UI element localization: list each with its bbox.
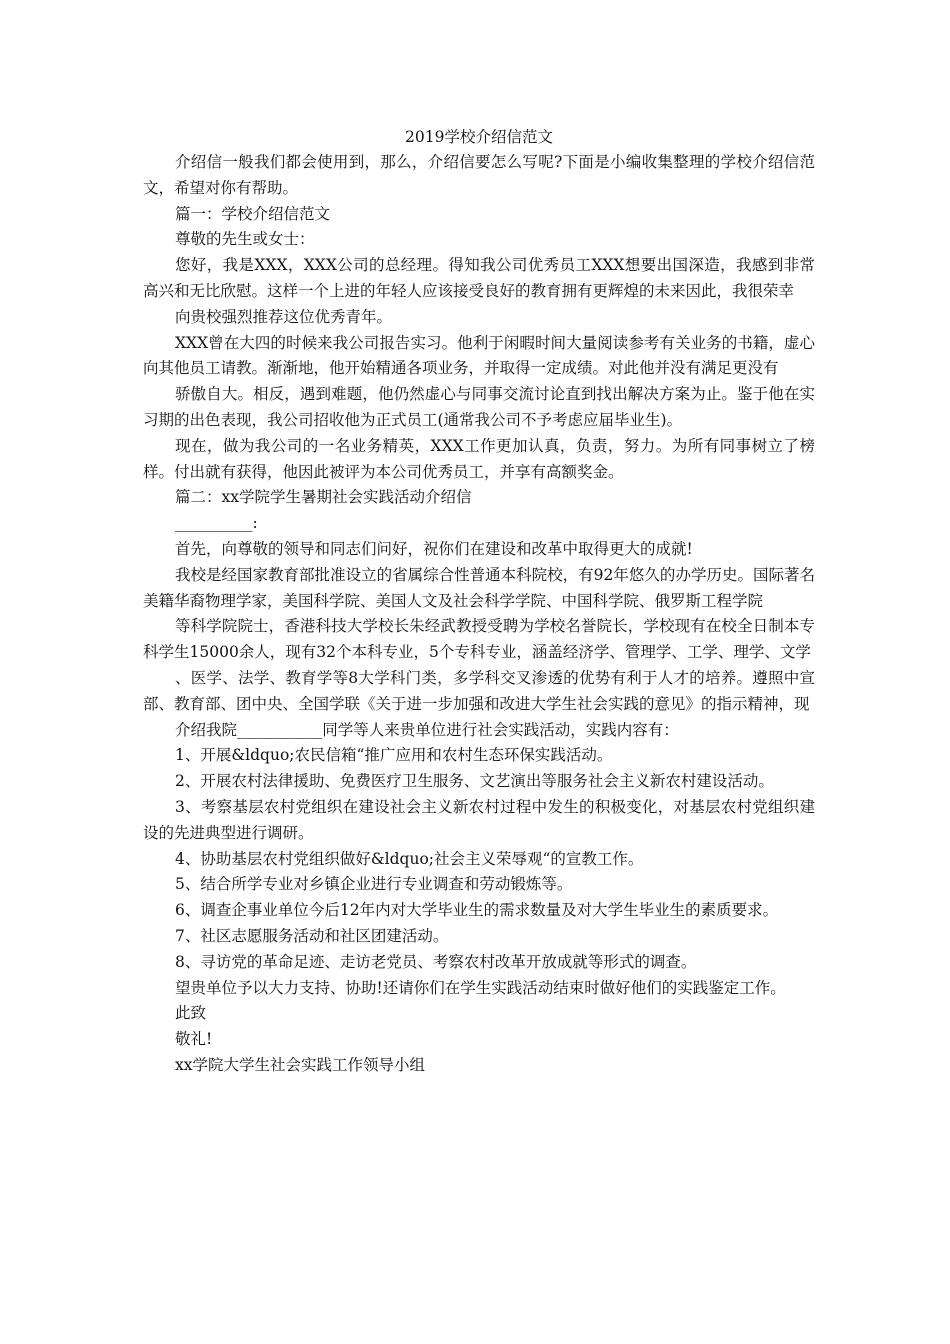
section-heading-1: 篇一：学校介绍信范文 (175, 204, 331, 223)
body-paragraph: XXX曾在大四的时候来我公司报告实习。他利于闲暇时间大量阅读参考有关业务的书籍，虚心向其他员工请教。渐渐地，他开始精通各项业务，并取得一定成绩。对此他并没有满足更没有 (143, 333, 815, 378)
list-item: 5、结合所学专业对乡镇企业进行专业调查和劳动锻炼等。 (175, 875, 573, 894)
body-paragraph: 您好，我是XXX，XXX公司的总经理。得知我公司优秀员工XXX想要出国深造，我感到非常高兴和无比欣慰。这样一个上进的年轻人应该接受良好的教育拥有更辉煌的未来因此，我很荣幸 (143, 256, 815, 300)
document-title: 2019学校介绍信范文 (405, 128, 553, 146)
list-item: 2、开展农村法律援助、免费医疗卫生服务、文艺演出等服务社会主义新农村建设活动。 (175, 772, 774, 791)
list-item: 3、考察基层农村党组织在建设社会主义新农村过程中发生的积极变化，对基层农村党组织建设的先进典型进行调研。 (143, 797, 815, 842)
list-item: 7、社区志愿服务活动和社区团建活动。 (175, 926, 449, 945)
body-paragraph: 、医学、法学、教育学等8大学科门类，多学科交叉渗透的优势有利于人才的培养。遵照中宣部、教育部、团中央、全国学联《关于进一步加强和改进大学生社会实践的意见》的指示精神，现 (143, 668, 815, 713)
body-paragraph: 我校是经国家教育部批准设立的省属综合性普通本科院校，有92年悠久的办学历史。国际著名美籍华裔物理学家，美国科学院、美国人文及社会科学学院、中国科学院、俄罗斯工程学院 (143, 565, 815, 610)
body-paragraph: 向贵校强烈推荐这位优秀青年。 (175, 307, 393, 326)
body-paragraph: 首先，向尊敬的领导和同志们问好，祝你们在建设和改革中取得更大的成就! (175, 539, 693, 558)
intro-paragraph: 介绍信一般我们都会使用到，那么，介绍信要怎么写呢?下面是小编收集整理的学校介绍信范文，希望对你有帮助。 (143, 153, 815, 197)
list-item: 8、寻访党的革命足迹、走访老党员、考察农村改革开放成就等形式的调查。 (175, 952, 697, 971)
document-page (143, 124, 815, 1079)
list-item: 1、开展&ldquo;农民信箱“推广应用和农村生态环保实践活动。 (175, 746, 613, 765)
closing-salute: 敬礼! (175, 1030, 213, 1049)
body-paragraph: 介绍我院___________同学等人来贵单位进行社会实践活动，实践内容有： (175, 720, 679, 739)
body-paragraph: 等科学院院士，香港科技大学校长朱经武教授受聘为学校名誉院长，学校现有在校全日制本专科学生15000余人，现有32个本科专业，5个专科专业，涵盖经济学、管理学、工学、理学、文学 (143, 617, 815, 662)
recipient-blank: __________: (175, 514, 258, 533)
list-item: 6、调查企事业单位今后12年内对大学毕业生的需求数量及对大学生毕业生的素质要求。 (175, 901, 779, 920)
closing-line: 此致 (175, 1004, 207, 1023)
list-item: 4、协助基层农村党组织做好&ldquo;社会主义荣辱观“的宣教工作。 (175, 849, 644, 868)
section-heading-2: 篇二：xx学院学生暑期社会实践活动介绍信 (175, 488, 472, 507)
body-paragraph: 骄傲自大。相反，遇到难题，他仍然虚心与同事交流讨论直到找出解决方案为止。鉴于他在实习期的出色表现，我公司招收他为正式员工(通常我公司不予考虑应届毕业生)。 (143, 385, 815, 429)
signature: xx学院大学生社会实践工作领导小组 (175, 1055, 425, 1074)
body-paragraph: 望贵单位予以大力支持、协助!还请你们在学生实践活动结束时做好他们的实践鉴定工作。 (175, 978, 786, 997)
salutation: 尊敬的先生或女士： (175, 230, 315, 249)
body-paragraph: 现在，做为我公司的一名业务精英，XXX工作更加认真，负责，努力。为所有同事树立了榜样。付出就有获得，他因此被评为本公司优秀员工，并享有高额奖金。 (143, 436, 815, 481)
